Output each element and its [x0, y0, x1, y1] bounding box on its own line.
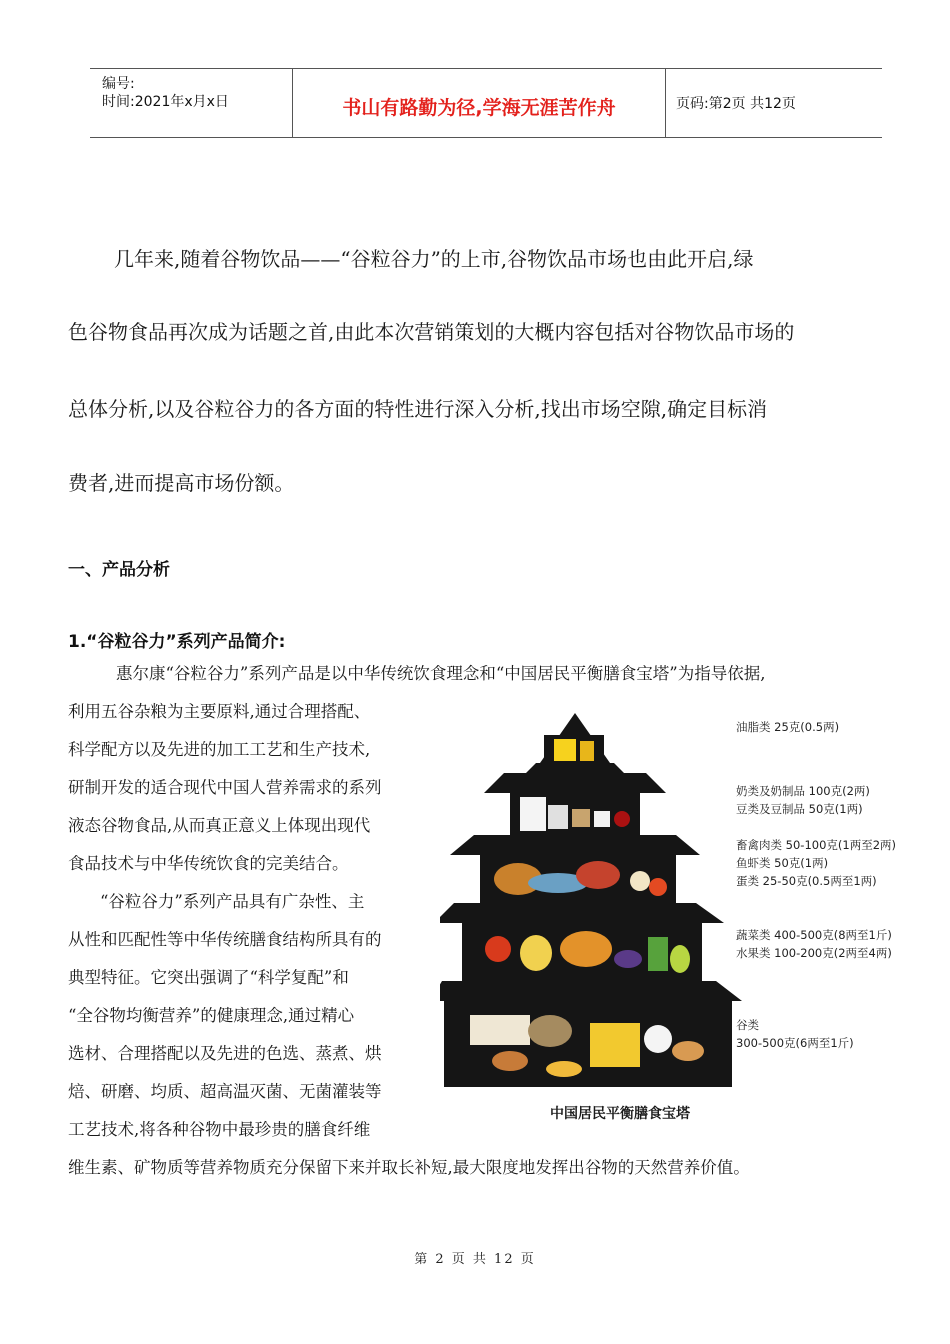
body-line: 维生素、矿物质等营养物质充分保留下来并取长补短,最大限度地发挥出谷物的天然营养价值。 [68, 1158, 750, 1177]
document-header [90, 68, 882, 138]
page-footer: 第 2 页 共 12 页 [414, 1252, 536, 1267]
body-line: 典型特征。它突出强调了“科学复配”和 [68, 968, 349, 987]
body-line: 选材、合理搭配以及先进的色选、蒸煮、烘 [68, 1044, 382, 1063]
body-line: 研制开发的适合现代中国人营养需求的系列 [68, 778, 382, 797]
legend-grains: 谷类 [736, 1018, 759, 1032]
legend-oils: 油脂类 25克(0.5两) [736, 720, 840, 734]
header-meta-cell [90, 69, 293, 137]
legend-grains-amount: 300-500克(6两至1斤) [736, 1036, 854, 1050]
food-pyramid-figure [440, 711, 930, 1131]
section-heading: 一、产品分析 [68, 560, 170, 580]
legend-dairy: 奶类及奶制品 100克(2两) [736, 784, 870, 798]
intro-line: 总体分析,以及谷粒谷力的各方面的特性进行深入分析,找出市场空隙,确定目标消 [68, 397, 768, 421]
body-line: 工艺技术,将各种谷物中最珍贵的膳食纤维 [68, 1120, 371, 1139]
legend-vegetables: 蔬菜类 400-500克(8两至1斤) [736, 928, 892, 942]
legend-fish: 鱼虾类 50克(1两) [736, 856, 829, 870]
body-line: 从性和匹配性等中华传统膳食结构所具有的 [68, 930, 382, 949]
intro-line: 几年来,随着谷物饮品——“谷粒谷力”的上市,谷物饮品市场也由此开启,绿 [114, 247, 754, 271]
page-label: 页码:第2页 共12页 [676, 96, 796, 112]
body-line: 液态谷物食品,从而真正意义上体现出现代 [68, 816, 371, 835]
pyramid-caption: 中国居民平衡膳食宝塔 [550, 1106, 690, 1122]
subsection-heading: 1.“谷粒谷力”系列产品简介: [68, 632, 286, 652]
legend-eggs: 蛋类 25-50克(0.5两至1两) [736, 874, 877, 888]
body-line: 惠尔康“谷粒谷力”系列产品是以中华传统饮食理念和“中国居民平衡膳食宝塔”为指导依据, [116, 664, 766, 683]
intro-line: 色谷物食品再次成为话题之首,由此本次营销策划的大概内容包括对谷物饮品市场的 [68, 320, 795, 344]
legend-fruits: 水果类 100-200克(2两至4两) [736, 946, 892, 960]
legend-legumes: 豆类及豆制品 50克(1两) [736, 802, 863, 816]
body-line: 科学配方以及先进的加工工艺和生产技术, [68, 740, 371, 759]
legend-meat: 畜禽肉类 50-100克(1两至2两) [736, 838, 896, 852]
motto: 书山有路勤为径,学海无涯苦作舟 [342, 97, 616, 119]
body-line: 食品技术与中华传统饮食的完美结合。 [68, 854, 349, 873]
body-line: “全谷物均衡营养”的健康理念,通过精心 [68, 1006, 355, 1025]
header-motto-cell [293, 69, 666, 137]
time-label: 时间:2021年x月x日 [102, 94, 229, 110]
intro-line: 费者,进而提高市场份额。 [68, 471, 295, 495]
body-line: “谷粒谷力”系列产品具有广杂性、主 [100, 892, 365, 911]
body-line: 利用五谷杂粮为主要原料,通过合理搭配、 [68, 702, 371, 721]
body-line: 焙、研磨、均质、超高温灭菌、无菌灌装等 [68, 1082, 382, 1101]
header-page-cell [666, 69, 882, 137]
number-label: 编号: [102, 76, 135, 92]
